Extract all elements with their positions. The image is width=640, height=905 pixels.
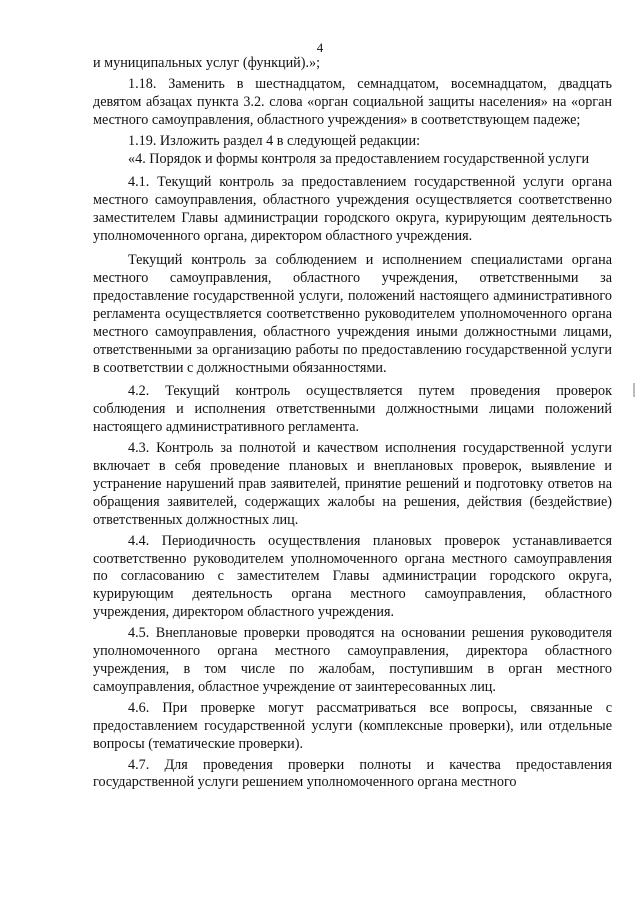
section-4-heading: «4. Порядок и формы контроля за предоставлением государственной услуги [128,150,590,167]
paragraph-4-3: 4.3. Контроль за полнотой и качеством исполнения государственной услуги включает в себя проведение плановых и внеплановых проверок, выявление и устранение нарушений прав заявителей, принятие решений и подготовку ответов на обращения заявителей, содержащих жалобы на решения, действия (бездействие) ответственных должностных лиц. [93,440,612,528]
paragraph-4-2: 4.2. Текущий контроль осуществляется путем проведения проверок соблюдения и исполнения ответственными должностными лицами положений настоящего административного регламента. [93,383,612,436]
paragraph-1-19: 1.19. Изложить раздел 4 в следующей редакции: [128,132,421,149]
paragraph-4-4: 4.4. Периодичность осуществления плановых проверок устанавливается соответственно руководителем уполномоченного органа местного самоуправления по согласованию с заместителем Главы администрации городского округа, курирующим деятельность органа местного самоуправления, областного учреждения, директором областного учреждения. [93,532,612,621]
paragraph-continuation: и муниципальных услуг (функций).»; [93,55,321,71]
paragraph-1-18: 1.18. Заменить в шестнадцатом, семнадцатом, восемнадцатом, двадцать девятом абзацах пункта 3.2. слова «орган социальной защиты населения» на «орган местного самоуправления, областного учреждения» в соответствующем падеже; [93,75,612,128]
page-number: 4 [316,40,324,55]
paragraph-4-1: 4.1. Текущий контроль за предоставлением государственной услуги органа местного самоуправления, областного учреждения осуществляется соответственно заместителем Главы администрации городского округа, курирующим деятельность уполномоченного органа, директором областного учреждения. [93,174,612,245]
paragraph-4-5: 4.5. Внеплановые проверки проводятся на основании решения руководителя уполномоченного органа местного самоуправления, директора областного учреждения, в том числе по жалобам, поступившим в орган местного самоуправления, областное учреждение от заинтересованных лиц. [93,625,612,695]
paragraph-4-1-continued: Текущий контроль за соблюдением и исполнением специалистами органа местного самоуправления, областного учреждения, ответственными за предоставление государственной услуги, положений настоящего административного регламента осуществляется соответственно руководителем уполномоченного органа местного самоуправления, областного учреждения иными должностными лицами, ответственными за организацию работы по предоставлению государственной услуги в соответствии с должностными обязанностями. [93,252,612,376]
margin-mark [633,383,635,397]
paragraph-4-6: 4.6. При проверке могут рассматриваться все вопросы, связанные с предоставлением государственной услуги (комплексные проверки), или отдельные вопросы (тематические проверки). [93,699,612,752]
document-body [93,55,612,792]
paragraph-4-7: 4.7. Для проведения проверки полноты и качества предоставления государственной услуги решением уполномоченного органа местного [93,756,612,791]
